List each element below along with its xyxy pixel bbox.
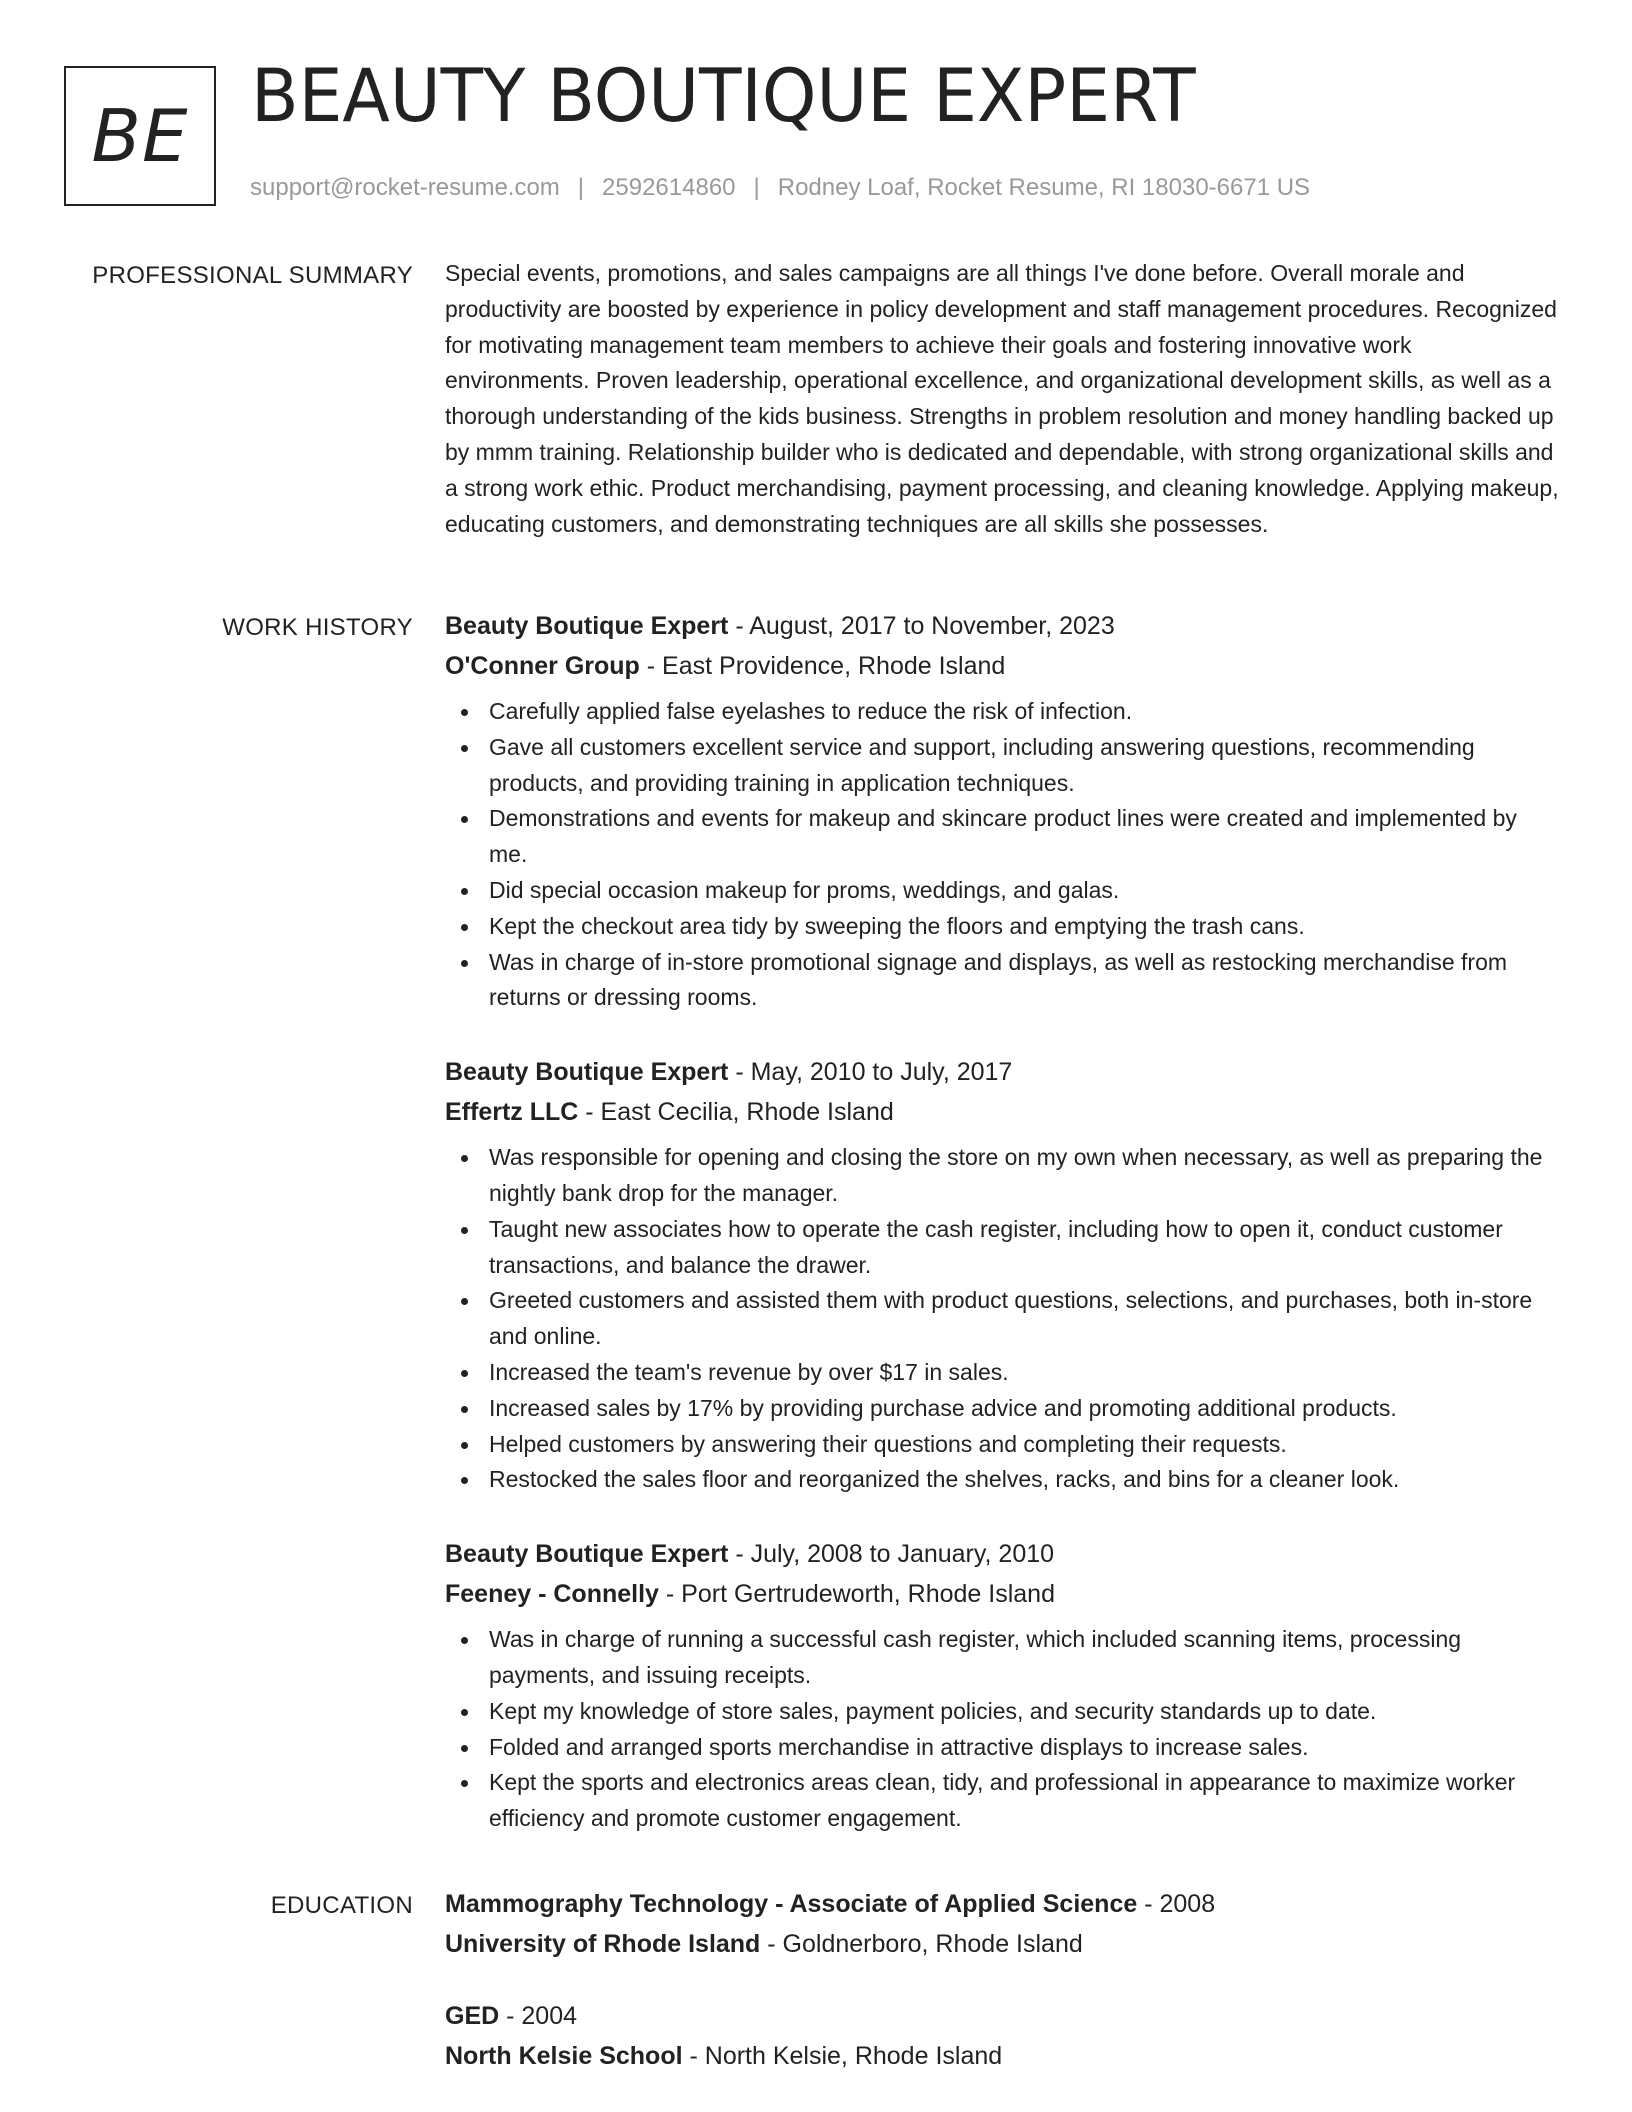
education-school: University of Rhode Island: [445, 1930, 761, 1958]
job-title-line: [445, 1052, 1560, 1092]
job-dates: - May, 2010 to July, 2017: [728, 1058, 1013, 1087]
job-title-line: [445, 1534, 1560, 1574]
job-bullet: Demonstrations and events for makeup and skincare product lines were created and implemented by me.: [445, 801, 1560, 873]
education-school-line: [445, 2036, 1560, 2076]
summary-text: Special events, promotions, and sales campaigns are all things I've done before. Overall morale and productivity are boosted by experience in policy development and staff management procedures. Recognized for motivating management team members to achieve their goals and fostering innovative work environments. Proven leadership, operational excellence, and organizational development skills, as well as a thorough understanding of the kids business. Strengths in problem resolution and money handling backed up by mmm training. Relationship builder who is dedicated and dependable, with strong organizational skills and a strong work ethic. Product merchandising, payment processing, and cleaning knowledge. Applying makeup, educating customers, and demonstrating techniques are all skills she possesses.: [445, 260, 1559, 537]
contact-separator: |: [577, 174, 585, 201]
job-bullet: Helped customers by answering their questions and completing their requests.: [445, 1427, 1560, 1463]
job-title: Beauty Boutique Expert: [445, 612, 729, 640]
job-location: - East Providence, Rhode Island: [639, 652, 1006, 680]
education-degree: GED: [445, 2002, 500, 2030]
job-entry: [445, 1534, 1560, 1837]
education-degree-line: [445, 1996, 1560, 2036]
job-bullet: Taught new associates how to operate the cash register, including how to open it, conduct customer transactions, and balance the drawer.: [445, 1212, 1560, 1284]
section-label-education: EDUCATION: [270, 1892, 413, 1919]
job-bullet: Restocked the sales floor and reorganized the shelves, racks, and bins for a cleaner look.: [445, 1462, 1560, 1498]
job-bullet: Folded and arranged sports merchandise in attractive displays to increase sales.: [445, 1730, 1560, 1766]
education-degree-line: [445, 1884, 1560, 1924]
job-bullet: Greeted customers and assisted them with product questions, selections, and purchases, both in-store and online.: [445, 1283, 1560, 1355]
education-entry: [445, 1884, 1560, 1964]
job-bullet-list: [445, 1622, 1560, 1837]
job-title-line: [445, 606, 1560, 646]
job-company: Feeney - Connelly: [445, 1580, 659, 1609]
contact-address: Rodney Loaf, Rocket Resume, RI 18030-6671 US: [777, 174, 1311, 201]
job-bullet: Did special occasion makeup for proms, weddings, and galas.: [445, 873, 1560, 909]
resume-name: BEAUTY BOUTIQUE EXPERT: [251, 54, 1196, 139]
job-dates: - July, 2008 to January, 2010: [728, 1540, 1055, 1569]
job-company: Effertz LLC: [445, 1098, 579, 1127]
job-bullet: Increased sales by 17% by providing purchase advice and promoting additional products.: [445, 1391, 1560, 1427]
education-year: - 2008: [1137, 1890, 1216, 1918]
contact-separator: |: [753, 174, 760, 201]
job-company: O'Conner Group: [445, 652, 640, 680]
education-degree: Mammography Technology - Associate of Applied Science: [445, 1890, 1138, 1918]
education-body: [445, 1884, 1560, 2108]
job-location: - East Cecilia, Rhode Island: [578, 1098, 894, 1127]
job-company-line: [445, 1574, 1560, 1614]
job-bullet: Carefully applied false eyelashes to reduce the risk of infection.: [445, 694, 1560, 730]
job-bullet: Was in charge of in-store promotional signage and displays, as well as restocking merchandise from returns or dressing rooms.: [445, 945, 1560, 1017]
contact-line: [250, 174, 1310, 202]
job-bullet-list: [445, 694, 1560, 1016]
monogram-initials: BE: [91, 94, 189, 178]
section-label-summary: PROFESSIONAL SUMMARY: [92, 262, 413, 289]
job-title: Beauty Boutique Expert: [445, 1540, 729, 1569]
job-title: Beauty Boutique Expert: [445, 1058, 729, 1087]
section-label-work-history: WORK HISTORY: [222, 614, 413, 641]
education-entry: [445, 1996, 1560, 2076]
job-bullet: Kept my knowledge of store sales, payment policies, and security standards up to date.: [445, 1694, 1560, 1730]
job-bullet: Was in charge of running a successful cash register, which included scanning items, processing payments, and issuing receipts.: [445, 1622, 1560, 1694]
education-location: - Goldnerboro, Rhode Island: [760, 1930, 1083, 1958]
education-school: North Kelsie School: [445, 2042, 683, 2070]
job-bullet: Kept the checkout area tidy by sweeping the floors and emptying the trash cans.: [445, 909, 1560, 945]
education-year: - 2004: [499, 2002, 578, 2030]
job-entry: [445, 1052, 1560, 1498]
job-bullet: Was responsible for opening and closing the store on my own when necessary, as well as preparing the nightly bank drop for the manager.: [445, 1140, 1560, 1212]
summary-body: [445, 262, 1560, 548]
job-bullet: Gave all customers excellent service and support, including answering questions, recommending products, and providing training in application techniques.: [445, 730, 1560, 802]
job-bullet-list: [445, 1140, 1560, 1498]
job-bullet: Kept the sports and electronics areas clean, tidy, and professional in appearance to maximize worker efficiency and promote customer engagement.: [445, 1765, 1560, 1837]
contact-phone: 2592614860: [602, 174, 736, 201]
job-entry: [445, 606, 1560, 1016]
contact-email: support@rocket-resume.com: [250, 174, 560, 201]
education-location: - North Kelsie, Rhode Island: [682, 2042, 1003, 2070]
job-company-line: [445, 1092, 1560, 1132]
monogram-badge: [64, 66, 216, 206]
job-location: - Port Gertrudeworth, Rhode Island: [658, 1580, 1055, 1609]
job-bullet: Increased the team's revenue by over $17 in sales.: [445, 1355, 1560, 1391]
job-dates: - August, 2017 to November, 2023: [728, 612, 1115, 640]
work-history-body: [445, 606, 1560, 1873]
education-school-line: [445, 1924, 1560, 1964]
job-company-line: [445, 646, 1560, 686]
